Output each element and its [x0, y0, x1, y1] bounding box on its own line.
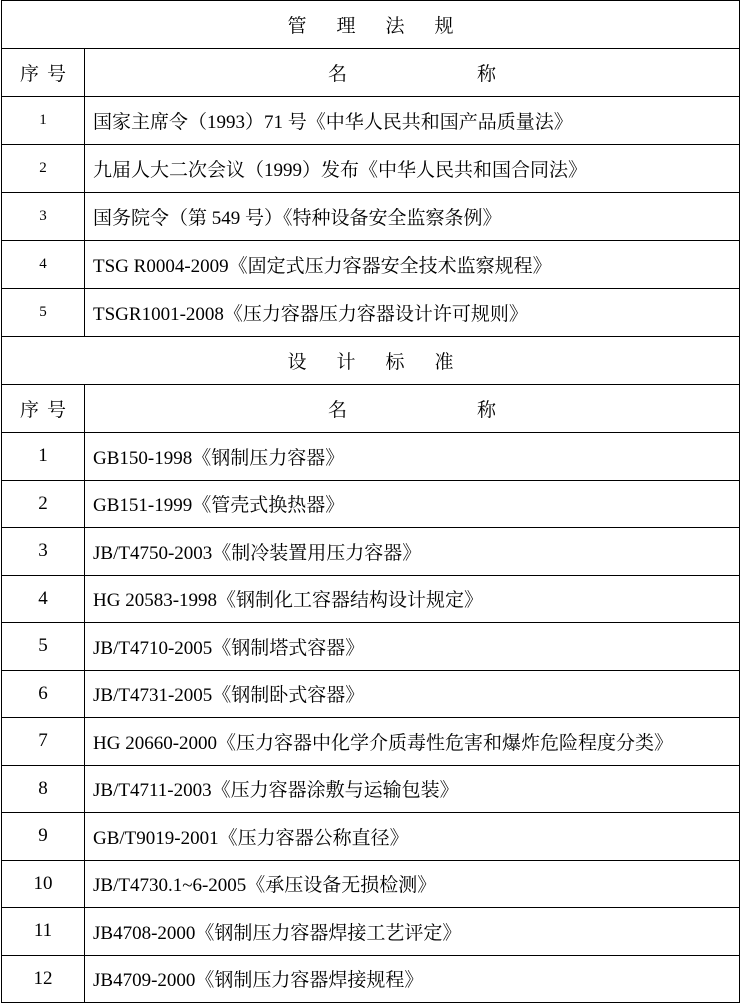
row-name: JB/T4750-2003《制冷装置用压力容器》 — [85, 528, 740, 576]
table-row — [2, 433, 740, 481]
table-row — [2, 97, 740, 145]
row-number: 1 — [2, 97, 85, 145]
section-title-design-standards: 设计标准 — [2, 337, 740, 385]
row-number: 5 — [2, 289, 85, 337]
row-name: TSG R0004-2009《固定式压力容器安全技术监察规程》 — [85, 241, 740, 289]
column-header-row — [2, 49, 740, 97]
row-name: 国家主席令（1993）71 号《中华人民共和国产品质量法》 — [85, 97, 740, 145]
row-name: JB/T4711-2003《压力容器涂敷与运输包装》 — [85, 765, 740, 813]
column-header-name-part-a: 名 — [327, 64, 347, 85]
table-row — [2, 480, 740, 528]
row-number: 3 — [2, 528, 85, 576]
table-row — [2, 955, 740, 1003]
table-row — [2, 765, 740, 813]
section-title-management-regulations: 管理法规 — [2, 1, 740, 49]
row-name: GB151-1999《管壳式换热器》 — [85, 480, 740, 528]
row-name: JB/T4710-2005《钢制塔式容器》 — [85, 623, 740, 671]
section-title-row — [2, 337, 740, 385]
row-number: 3 — [2, 193, 85, 241]
row-number: 7 — [2, 718, 85, 766]
column-header-name-part-b: 称 — [477, 64, 497, 85]
row-name: JB/T4730.1~6-2005《承压设备无损检测》 — [85, 860, 740, 908]
row-number: 4 — [2, 575, 85, 623]
column-header-name-part-b: 称 — [477, 400, 497, 421]
column-header-name — [85, 49, 740, 97]
column-header-name-part-a: 名 — [327, 400, 347, 421]
table-row — [2, 528, 740, 576]
table-row — [2, 908, 740, 956]
regulations-table — [1, 0, 740, 1003]
table-row — [2, 860, 740, 908]
row-number: 12 — [2, 955, 85, 1003]
table-row — [2, 575, 740, 623]
row-name: TSGR1001-2008《压力容器压力容器设计许可规则》 — [85, 289, 740, 337]
table-row — [2, 241, 740, 289]
row-number: 11 — [2, 908, 85, 956]
row-number: 1 — [2, 433, 85, 481]
table-row — [2, 718, 740, 766]
row-name: 九届人大二次会议（1999）发布《中华人民共和国合同法》 — [85, 145, 740, 193]
section-title-row — [2, 1, 740, 49]
column-header-seq: 序号 — [2, 49, 85, 97]
row-number: 9 — [2, 813, 85, 861]
table-row — [2, 623, 740, 671]
table-row — [2, 670, 740, 718]
row-number: 2 — [2, 145, 85, 193]
table-row — [2, 145, 740, 193]
column-header-row — [2, 385, 740, 433]
row-name: 国务院令（第 549 号）《特种设备安全监察条例》 — [85, 193, 740, 241]
row-name: JB/T4731-2005《钢制卧式容器》 — [85, 670, 740, 718]
row-number: 6 — [2, 670, 85, 718]
column-header-name — [85, 385, 740, 433]
table-row — [2, 193, 740, 241]
row-number: 5 — [2, 623, 85, 671]
row-name: JB4708-2000《钢制压力容器焊接工艺评定》 — [85, 908, 740, 956]
row-number: 10 — [2, 860, 85, 908]
row-number: 8 — [2, 765, 85, 813]
row-name: GB150-1998《钢制压力容器》 — [85, 433, 740, 481]
table-row — [2, 813, 740, 861]
row-name: GB/T9019-2001《压力容器公称直径》 — [85, 813, 740, 861]
table-row — [2, 289, 740, 337]
row-name: JB4709-2000《钢制压力容器焊接规程》 — [85, 955, 740, 1003]
row-number: 4 — [2, 241, 85, 289]
row-number: 2 — [2, 480, 85, 528]
column-header-seq: 序号 — [2, 385, 85, 433]
row-name: HG 20660-2000《压力容器中化学介质毒性危害和爆炸危险程度分类》 — [85, 718, 740, 766]
row-name: HG 20583-1998《钢制化工容器结构设计规定》 — [85, 575, 740, 623]
